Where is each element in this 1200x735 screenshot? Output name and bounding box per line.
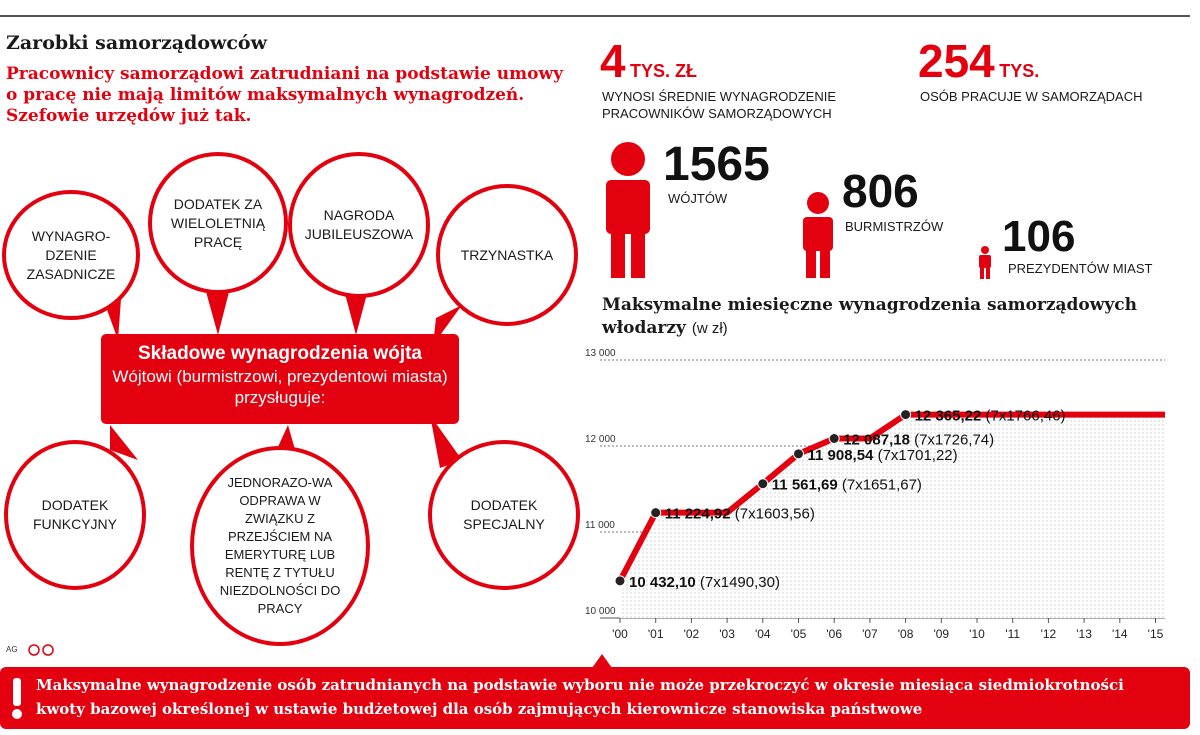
bubble-trzynastka: TRZYNASTKA [436, 184, 578, 326]
x-tick-label: '13 [1076, 627, 1092, 641]
bubble-nagroda-jubileuszowa: NAGRODA JUBILEUSZOWA [288, 152, 430, 298]
x-tick-label: '15 [1147, 627, 1164, 641]
exclamation-icon [10, 676, 24, 720]
stat-prezydentow-label: PREZYDENTÓW MIAST [1008, 261, 1153, 276]
stat-avg-salary-value: 4 [600, 35, 626, 87]
y-tick-label: 11 000 [585, 520, 615, 531]
bubble-dodatek-specjalny: DODATEK SPECJALNY [428, 440, 580, 590]
person-icon-small [977, 246, 993, 280]
data-point [758, 479, 768, 489]
x-tick-label: '08 [897, 627, 914, 641]
x-tick-label: '12 [1040, 627, 1057, 641]
stat-employees [918, 35, 1040, 87]
stat-burmistrzow-value: 806 [842, 165, 919, 217]
data-label: 12 365,22 (7x1766,46) [914, 407, 1066, 425]
components-center-box [101, 334, 459, 424]
copyright-logo-icon [28, 644, 56, 656]
stat-employees-label: OSÓB PRACUJE W SAMORZĄDACH [920, 89, 1143, 104]
bubble-jednorazowa-odprawa: JEDNORAZO-WA ODPRAWA W ZWIĄZKU Z PRZEJŚCIEM NA EMERYTURĘ LUB RENTĘ Z TYTUŁU NIEZDOLNOŚCI DO PRACY [190, 446, 370, 646]
person-icon-medium [800, 192, 840, 280]
page-title: Zarobki samorządowców [6, 32, 267, 54]
page-subtitle: Pracownicy samorządowi zatrudniani na podstawie umowy o pracę nie mają limitów maksymalnych wynagrodzeń. Szefowie urzędów już tak. [6, 64, 563, 126]
x-tick-label: '04 [754, 627, 771, 641]
stat-employees-value: 254 [918, 35, 995, 87]
bubble-dodatek-wieloletni: DODATEK ZA WIELOLETNIĄ PRACĘ [148, 152, 288, 294]
chart-title-text: Maksymalne miesięczne wynagrodzenia samorządowych włodarzy [602, 295, 1137, 338]
data-label: 11 561,69 (7x1651,67) [771, 476, 922, 494]
data-label: 10 432,10 (7x1490,30) [629, 573, 780, 591]
center-body: Wójtowi (burmistrzowi, prezydentowi miasta) przysługuje: [112, 367, 448, 407]
data-point [615, 576, 625, 586]
x-tick-label: '14 [1111, 627, 1128, 641]
x-tick-label: '09 [933, 627, 950, 641]
data-label: 12 087,18 (7x1726,74) [843, 431, 995, 449]
data-point [901, 410, 911, 420]
footer-pointer [592, 654, 612, 668]
footer-note-text: Maksymalne wynagrodzenie osób zatrudnianych na podstawie wyboru nie może przekroczyć w okresie miesiąca siedmiokrotności kwoty bazowej określonej w ustawie budżetowej dla osób zajmujących kierownicze stanowiska państwowe [36, 676, 1124, 718]
chart-unit: (w zł) [691, 320, 728, 337]
data-point [794, 449, 804, 459]
credit-initials: AG [6, 645, 18, 655]
stat-employees-unit: TYS. [999, 61, 1040, 81]
stat-avg-salary-unit: TYS. ZŁ [630, 61, 698, 81]
person-icon-large [600, 140, 660, 280]
data-label: 11 224,92 (7x1603,56) [664, 505, 815, 523]
data-label: 11 908,54 (7x1701,22) [807, 446, 958, 464]
x-tick-label: '07 [862, 627, 878, 641]
data-point [651, 508, 661, 518]
chart-title [602, 294, 1162, 340]
bubble-dodatek-funkcyjny: DODATEK FUNKCYJNY [4, 440, 146, 590]
stat-avg-salary [600, 35, 698, 87]
x-tick-label: '03 [719, 627, 735, 641]
chart-x-ticks [612, 618, 1163, 641]
x-tick-label: '00 [612, 627, 628, 641]
pointer-dodatek-wieloletni [205, 288, 230, 335]
x-tick-label: '10 [969, 627, 985, 641]
stat-wojtow-label: WÓJTÓW [668, 191, 728, 206]
data-point [829, 434, 839, 444]
center-title: Składowe wynagrodzenia wójta [137, 343, 422, 364]
salary-line-chart [570, 340, 1190, 665]
stat-burmistrzow-label: BURMISTRZÓW [845, 219, 944, 234]
y-tick-label: 13 000 [585, 348, 616, 359]
x-tick-label: '01 [647, 627, 664, 641]
stat-wojtow-value: 1565 [663, 138, 770, 191]
credit-text [6, 644, 56, 656]
x-tick-label: '05 [790, 627, 807, 641]
bubble-wynagrodzenie-zasadnicze: WYNAGRO-DZENIE ZASADNICZE [2, 190, 140, 320]
x-tick-label: '02 [683, 627, 700, 641]
chart-y-ticks [585, 348, 616, 617]
stat-prezydentow-value: 106 [1002, 212, 1076, 261]
y-tick-label: 12 000 [585, 434, 616, 445]
y-tick-label: 10 000 [585, 606, 616, 617]
x-tick-label: '06 [826, 627, 843, 641]
stat-avg-salary-label: WYNOSI ŚREDNIE WYNAGRODZENIE PRACOWNIKÓW SAMORZĄDOWYCH [602, 89, 837, 121]
x-tick-label: '11 [1005, 627, 1021, 641]
